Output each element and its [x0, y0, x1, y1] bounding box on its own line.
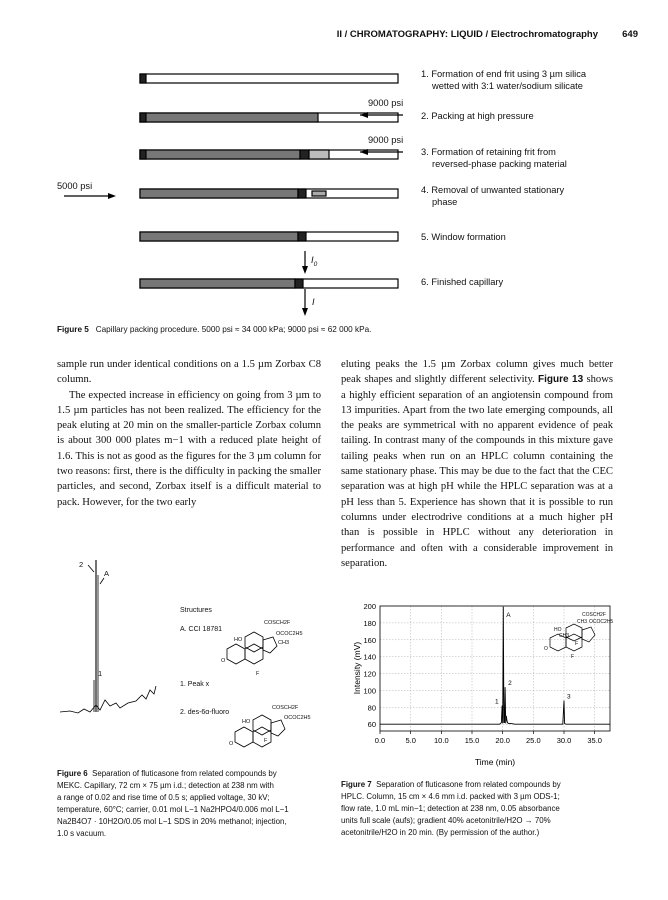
- body-left-paragraph-1: sample run under identical conditions on a 1.5 µm Zorbax C8 column.: [57, 359, 321, 386]
- compound-1-label: 1. Peak x: [180, 681, 210, 688]
- x-tick-label: 25.0: [526, 736, 541, 745]
- y-tick-label: 60: [367, 720, 376, 730]
- fig6-group-cosch2f-a: COSCH2F: [264, 620, 291, 626]
- capillary-1: [140, 74, 398, 83]
- ring-a2: [227, 644, 245, 664]
- pressure-label-3: 9000 psi: [368, 135, 404, 145]
- packing-2: [140, 113, 318, 122]
- light-label-i: I: [312, 297, 315, 307]
- retaining-frit-5: [298, 232, 306, 241]
- body-right-paragraph: eluting peaks the 1.5 µm Zorbax column gives much better peak shapes and slightly different selectivity. Figure 13 shows a highly efficient separation of an angiotensin compound from 13 impurities. Apart from the two late emerging compounds, all the peaks are symmetrical with no apparent evidence of peak tailing. In contrast many of the compounds in this mixture gave tailing peaks when run on an HPLC column containing the same stationary phase. This may be due to the fact that the CEC separation was at high pH while the HPLC separation was at a pH less than 5. Experience has shown that it is possible to run columns under electrodrive conditions at a much higher pH than is possible in HPLC without any deterioration in performance and often with a considerable improvement in separation.: [341, 359, 613, 569]
- peak-label-1: 1: [495, 698, 499, 706]
- figure-6-caption: Figure 6 Separation of fluticasone from related compounds by MEKC. Capillary, 72 cm × 75 µm i.d.; detection at 238 nm with a range of 0.02 and rise time of 0.5 s; applied voltage, 30 kV; temperature, 60°C; carrier, 0.01 mol L−1 Na2HPO4/0.006 mol L−1 Na2B4O7 · 10H2O/0.05 mol L−1 SDS in 20% methanol; injection, 1.0 s vacuum.: [57, 769, 289, 838]
- fig6-group-o-a: O: [221, 658, 226, 664]
- step-4-line-1: 4. Removal of unwanted stationary: [421, 185, 565, 195]
- ring-a4: [263, 637, 277, 653]
- figure-6-label: Figure 6: [57, 769, 88, 778]
- figure-5-caption-text: Capillary packing procedure. 5000 psi ≈ 34 000 kPa; 9000 psi ≈ 62 000 kPa.: [95, 325, 372, 334]
- x-tick-label: 10.0: [434, 736, 449, 745]
- packing-6: [140, 279, 295, 288]
- y-tick-label: 100: [363, 686, 376, 696]
- fig7-struct-f-a: F: [575, 641, 579, 647]
- body-left-column: [57, 357, 321, 510]
- y-tick-label: 80: [367, 703, 376, 713]
- peak-label-3: 3: [567, 693, 571, 701]
- figure-6-diagram: [0, 540, 330, 762]
- fig7-struct-ococ2h5: OCOC2H5: [589, 619, 614, 625]
- y-axis-label: Intensity (mV): [352, 641, 362, 695]
- step-4-line-2: phase: [432, 197, 458, 207]
- pressure-label-2: 9000 psi: [368, 98, 404, 108]
- x-tick-label: 5.0: [405, 736, 416, 745]
- fig6-group-cosch2f-b: COSCH2F: [272, 705, 299, 711]
- ring-a1: [245, 632, 263, 652]
- step-1-line-1: 1. Formation of end frit using 3 µm silica: [421, 69, 587, 79]
- removed-phase-4: [312, 191, 326, 196]
- figure-7-caption: Figure 7 Separation of fluticasone from related compounds by HPLC. Column, 15 cm × 4.6 mm i.d. packed with 3 µm ODS-1; flow rate, 1.0 mL min−1; detection at 238 nm, 0.05 absorbance units full scale (aufs); gradient 40% acetonitrile/H2O → 70% acetonitrile/H2O in 20 min. (By permission of the author.): [341, 780, 561, 837]
- structures-title: Structures: [180, 607, 212, 614]
- retaining-frit-4: [298, 189, 306, 198]
- step-1-line-2: wetted with 3:1 water/sodium silicate: [432, 81, 583, 91]
- step-2: 2. Packing at high pressure: [421, 111, 534, 121]
- fig6-group-ococ2h5-a: OCOC2H5: [276, 631, 303, 637]
- body-right-column: [341, 357, 613, 571]
- figure-5-diagram: [0, 50, 668, 335]
- ring-b1: [253, 715, 271, 735]
- fig6-peak-label-a: A: [104, 569, 110, 578]
- fig6-group-ococ2h5-b: OCOC2H5: [284, 715, 311, 721]
- end-frit-1: [140, 74, 146, 83]
- end-frit-3: [140, 150, 146, 159]
- running-header-title: II / CHROMATOGRAPHY: LIQUID / Electrochromatography: [336, 29, 598, 40]
- packing-3b: [309, 150, 329, 159]
- peak-label-a: A: [506, 611, 511, 619]
- fig7-struct-ch3-b: CH3: [559, 633, 570, 639]
- y-tick-label: 160: [363, 635, 376, 645]
- ring-b2: [235, 727, 253, 747]
- retaining-frit-3: [300, 150, 309, 159]
- x-tick-label: 35.0: [587, 736, 602, 745]
- fig6-peak-label-2: 2: [79, 560, 84, 569]
- y-tick-label: 180: [363, 618, 376, 628]
- x-tick-label: 20.0: [495, 736, 510, 745]
- packing-5: [140, 232, 298, 241]
- fig7-struct-o: O: [544, 646, 548, 652]
- fig7-struct-f-b: F: [571, 654, 575, 660]
- ring-b4: [271, 720, 285, 736]
- figure-5-caption: [57, 324, 371, 336]
- compound-a-label: A. CCI 18781: [180, 626, 223, 633]
- step-6: 6. Finished capillary: [421, 277, 504, 287]
- electropherogram-trace: [60, 686, 156, 713]
- x-tick-label: 15.0: [464, 736, 480, 745]
- fig6-group-f-a: F: [256, 671, 260, 677]
- ring-b3: [253, 727, 271, 747]
- y-tick-label: 140: [363, 652, 376, 662]
- figure-7-chart: [330, 598, 616, 773]
- compound-2-label: 2. des-6α-fluoro: [180, 709, 230, 716]
- packing-4: [140, 189, 298, 198]
- peak-2-pointer: [88, 565, 94, 572]
- peak-a-pointer: [100, 578, 104, 584]
- fig7-struct-ho: HO: [554, 627, 562, 633]
- fig7-struct-cosch2f: COSCH2F: [582, 612, 606, 618]
- step-3-line-1: 3. Formation of retaining frit from: [421, 147, 556, 157]
- fig6-group-o-b: O: [229, 741, 234, 747]
- x-axis-label: Time (min): [474, 757, 516, 767]
- running-header: [0, 29, 668, 43]
- fig6-group-f-b: F: [264, 738, 268, 744]
- light-label-i0: $I_0$: [311, 255, 318, 268]
- figure-5-label: Figure 5: [57, 325, 89, 334]
- x-tick-label: 30.0: [556, 736, 572, 745]
- step-3-line-2: reversed-phase packing material: [432, 159, 567, 169]
- fig7-struct-ch3-a: CH3: [577, 619, 588, 625]
- window-6: [295, 279, 303, 288]
- body-left-paragraph-2: The expected increase in efficiency on going from 3 µm to 1.5 µm particles has not been realized. The efficiency for the peak eluting at 20 min on the smaller-particle Zorbax column is about 300 000 plates m−1 with a reduced plate height of 1.6. This is not as good as the figures for the 3 µm column for two reasons: first, there is the difficulty in packing the smaller particles, and second, Zorbax itself is a difficult material to pack. However, for the two early: [57, 389, 321, 508]
- y-tick-label: 120: [363, 669, 376, 679]
- fig6-group-ch3-a: CH3: [278, 640, 290, 646]
- fig6-group-ho-a: HO: [234, 637, 243, 643]
- y-tick-label: 200: [363, 602, 376, 611]
- figure-7-label: Figure 7: [341, 780, 372, 789]
- step-5: 5. Window formation: [421, 232, 506, 242]
- end-frit-2: [140, 113, 146, 122]
- fig6-group-ho-b: HO: [242, 719, 251, 725]
- page-number: 649: [622, 29, 638, 40]
- pressure-label-4: 5000 psi: [57, 181, 93, 191]
- fig6-peak-label-1: 1: [98, 669, 103, 678]
- ring-a3: [245, 644, 263, 664]
- x-tick-label: 0.0: [374, 736, 386, 745]
- packing-3: [140, 150, 300, 159]
- figure-13-reference: Figure 13: [538, 374, 584, 386]
- peak-label-2: 2: [508, 680, 512, 688]
